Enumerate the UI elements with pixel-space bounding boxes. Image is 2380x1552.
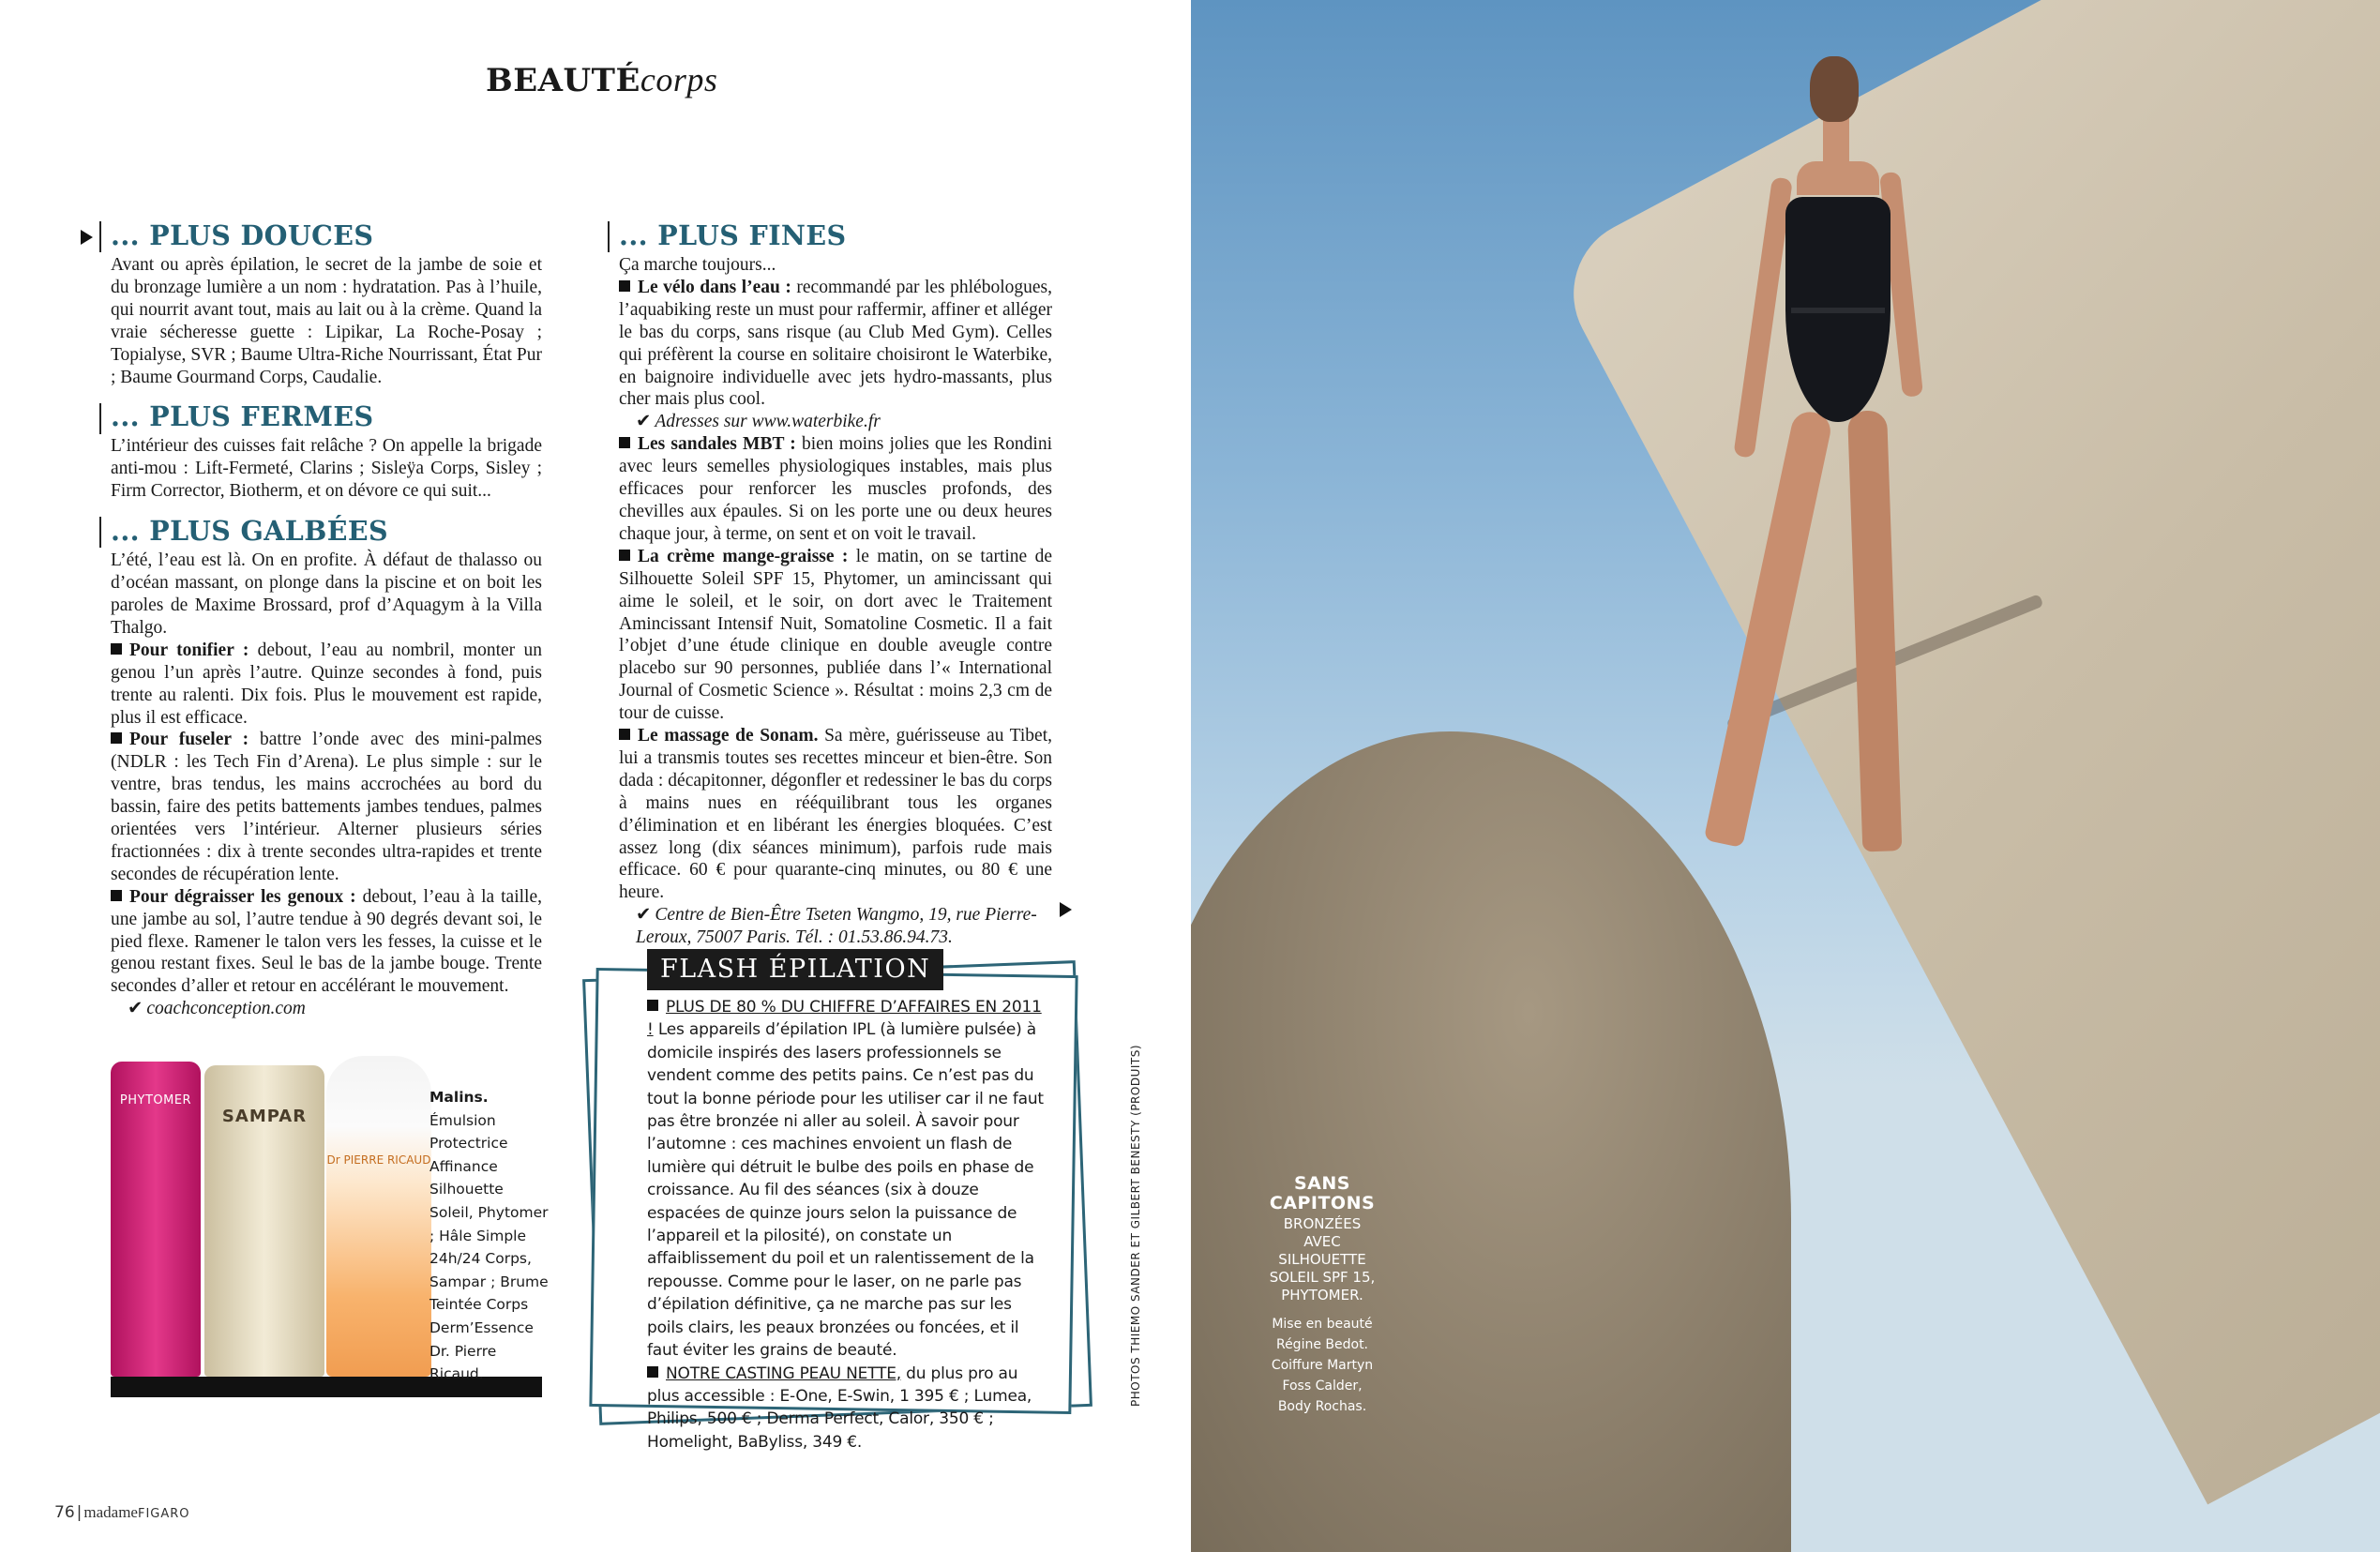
- bullet-square-icon: [619, 280, 630, 292]
- photo-caption: [1264, 1174, 1380, 1417]
- rubric-bold: BEAUTÉ: [486, 62, 640, 99]
- list-item: Pour dégraisser les genoux : debout, l’eau à la taille, une jambe au sol, l’autre tendue à 90 degrés devant soi, le pied flexe. Ramener le talon vers les fesses, la cuisse et le genou restant fixes. Seul le bas de la jambe bouge. Trente secondes d’aller et retour en accélérant le mouvement.: [111, 886, 542, 997]
- sampar-tube: SAMPAR: [204, 1065, 324, 1377]
- section-title-fermes: ... PLUS FERMES: [111, 400, 374, 433]
- section-title-fines: ... PLUS FINES: [619, 219, 847, 251]
- flash-text-2: du plus pro au plus accessible : E-One, E-Swin, 1 395 € ; Lumea, Philips, 500 € ; Derma Perfect, Calor, 350 € ; Homelight, BaByliss, 349 €.: [647, 1364, 1032, 1452]
- reference-link: ✔ Adresses sur www.waterbike.fr: [636, 412, 881, 432]
- reference-address: ✔ Centre de Bien-Être Tseten Wangmo, 19, rue Pierre-Leroux, 75007 Paris. Tél. : 01.53.86.94.73.: [636, 905, 1037, 948]
- section-text-fermes: L’intérieur des cuisses fait relâche ? On appelle la brigade anti-mou : Lift-Fermeté, Clarins ; Sisleÿa Corps, Sisley ; Firm Corrector, Biotherm, et on dévore ce qui suit...: [111, 436, 542, 502]
- section-title-douces: ... PLUS DOUCES: [111, 219, 374, 251]
- caption-credit: Mise en beauté Régine Bedot. Coiffure Martyn Foss Calder, Body Rochas.: [1271, 1317, 1374, 1414]
- section-intro-galbees: L’été, l’eau est là. On en profite. À défaut de thalasso ou d’océan massant, on plonge dans la piscine et on boit les paroles de Maxime Brossard, prof d’Aquagym à la Villa Thalgo.: [111, 550, 542, 638]
- list-item: Le vélo dans l’eau : recommandé par les phlébologues, l’aquabiking reste un must pour raffermir, affiner et alléger le bas du corps, sans risque (au Club Med Gym). Celles qui préfèrent la course en solitaire choisiront le Waterbike, en baignoire individuelle avec jets hydro-massants, plus cher mais plus cool.: [619, 277, 1053, 410]
- ricaud-spray: Dr PIERRE RICAUD: [326, 1056, 431, 1377]
- caption-title: SANS CAPITONS: [1269, 1173, 1376, 1213]
- flash-text-1: Les appareils d’épilation IPL (à lumière pulsée) à domicile inspirés des lasers professionnels se vendent comme des petits pains. Ce n’est pas du tout la bonne période pour les utiliser car il ne faut pas être bronzée ni aller au soleil. À savoir pour l’automne : ces machines envoient un flash de lumière qui détruit le bulbe des poils en phase de croissance. Au fil des séances (six à douze espacées de quinze jours selon la puissance de l’appareil et la pilosité), on constate un affaiblissement du poil et un ralentissement de la repousse. Comme pour le laser, on ne parle pas d’épilation définitive, ça ne marche pas sur les poils clairs, les peaux bronzées ou foncées, et il faut éviter les grains de beauté.: [647, 1020, 1044, 1361]
- section-bar: [99, 221, 101, 252]
- start-arrow-icon: [81, 230, 93, 245]
- flash-body: [647, 996, 1050, 1454]
- checkmark-icon: ✔: [128, 999, 143, 1019]
- folio: 76 | madameFIGARO: [54, 1503, 190, 1522]
- brand-madame: madame: [83, 1503, 138, 1521]
- checkmark-icon: ✔: [636, 412, 652, 432]
- rubric-header: [486, 60, 717, 99]
- product-caption: [429, 1086, 551, 1386]
- flash-title: FLASH ÉPILATION: [647, 949, 943, 990]
- section-bar: [99, 517, 101, 548]
- page-number: 76: [54, 1503, 75, 1522]
- list-item: Pour fuseler : battre l’onde avec des mini-palmes (NDLR : les Tech Fin d’Arena). Le plus simple : sur le ventre, bras tendus, les mains accrochées au bord du bassin, faire des petits battements jambes tendues, palmes orientées vers l’intérieur. Alterner plusieurs séries fractionnées : dix à trente secondes ultra-rapides et trente secondes de récupération lente.: [111, 730, 542, 884]
- flash-epilation-box: [583, 949, 1090, 1452]
- bullet-square-icon: [619, 729, 630, 740]
- section-bar: [608, 221, 610, 252]
- column-right: [619, 218, 1052, 949]
- list-item: Pour tonifier : debout, l’eau au nombril, monter un genou l’un après l’autre. Quinze secondes à fond, puis trente au ralenti. Dix fois. Plus le mouvement est rapide, plus il est efficace.: [111, 640, 542, 728]
- flash-heading-2: NOTRE CASTING PEAU NETTE,: [666, 1364, 901, 1383]
- list-item: Le massage de Sonam. Sa mère, guérisseuse au Tibet, lui a transmis toutes ses recettes minceur et bien-être. Son dada : décapitonner, dégonfler et redessiner le bas du corps à mains nues en rééquilibrant tous les organes d’élimination et en libérant les énergies bloquées. C’est assez long (dix séances minimum), parfois rude mais efficace. 60 € pour quarante-cinq minutes, ou 80 € une heure.: [619, 726, 1052, 903]
- bullet-square-icon: [619, 437, 630, 448]
- rubric-italic: corps: [640, 61, 718, 98]
- list-item: Les sandales MBT : bien moins jolies que les Rondini avec leurs semelles physiologiques instables, mais plus efficaces pour renforcer les muscles profonds, des chevilles aux épaules. Si on les porte une ou deux heures chaque jour, à terme, on sent et on voit le travail.: [619, 434, 1052, 544]
- product-caption-text: Émulsion Protectrice Affinance Silhouette Soleil, Phytomer ; Hâle Simple 24h/24 Corps, Sampar ; Brume Teintée Corps Derm’Essence Dr. Pierre Ricaud.: [429, 1111, 549, 1383]
- section-text-douces: Avant ou après épilation, le secret de la jambe de soie et du bronzage lumière a un nom : hydratation. Pas à l’huile, qui nourrit avant tout, mais au lait ou à la crème. Quand la vraie sécheresse guette : Lipikar, La Roche-Posay ; Topialyse, SVR ; Baume Ultra-Riche Nourrissant, État Pur ; Baume Gourmand Corps, Caudalie.: [111, 255, 542, 387]
- bullet-square-icon: [111, 732, 122, 744]
- bullet-square-icon: [647, 1000, 658, 1011]
- bullet-square-icon: [111, 890, 122, 901]
- checkmark-icon: ✔: [636, 905, 652, 926]
- flash-heading-1: PLUS DE 80 % DU CHIFFRE D’AFFAIRES EN 2011 !: [647, 998, 1042, 1040]
- product-caption-heading: Malins.: [429, 1089, 489, 1106]
- list-item: La crème mange-graisse : le matin, on se tartine de Silhouette Soleil SPF 15, Phytomer, un amincissant qui aime le soleil, et le soir, on dort avec le Traitement Amincissant Intensif Nuit, Somatoline Cosmetic. Il a fait l’objet d’une étude clinique en double aveugle contre placebo sur 90 personnes, publiée dans l’« International Journal of Cosmetic Science ». Résultat : moins 2,3 cm de tour de cuisse.: [619, 546, 1052, 724]
- bullet-square-icon: [111, 643, 122, 655]
- continue-arrow-icon: [1060, 902, 1072, 917]
- bullet-square-icon: [647, 1366, 658, 1378]
- reference-link: ✔ coachconception.com: [128, 999, 306, 1019]
- brand-figaro: FIGARO: [137, 1507, 190, 1521]
- photo-credit: PHOTOS THIEMO SANDER ET GILBERT BENESTY (PRODUITS): [1129, 1044, 1142, 1407]
- section-bar: [99, 403, 101, 434]
- bullet-square-icon: [619, 550, 630, 561]
- section-title-galbees: ... PLUS GALBÉES: [111, 515, 388, 548]
- section-intro-fines: Ça marche toujours...: [619, 255, 776, 275]
- model-figure: [1716, 56, 1941, 863]
- phytomer-tube: PHYTOMER: [111, 1062, 201, 1377]
- column-left: [111, 218, 542, 1020]
- caption-subtitle: BRONZÉES AVEC SILHOUETTE SOLEIL SPF 15, PHYTOMER.: [1269, 1215, 1376, 1303]
